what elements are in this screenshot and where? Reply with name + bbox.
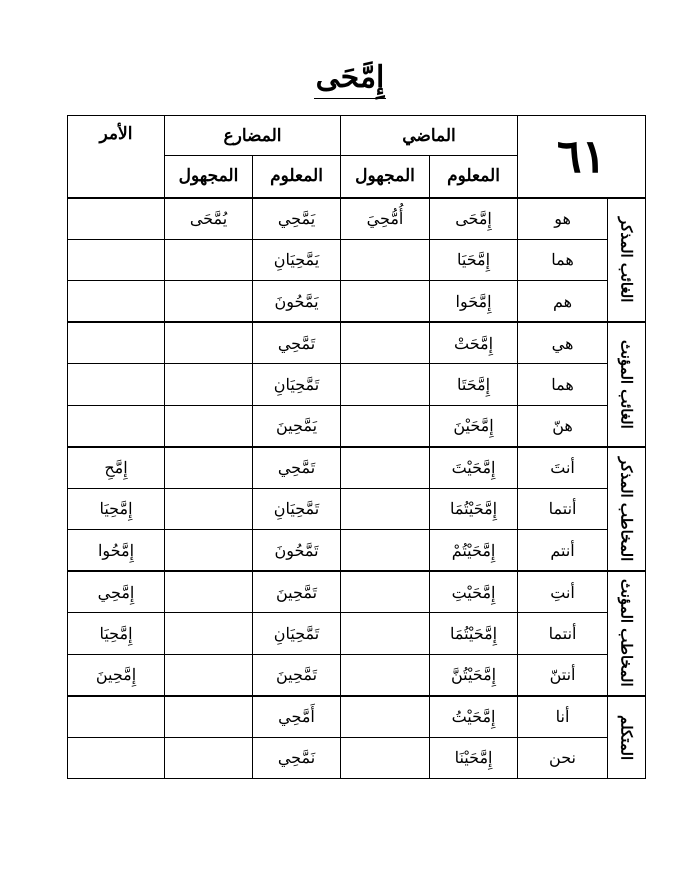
pronoun-cell: أنتَ xyxy=(518,447,608,489)
group-label: الغائب المؤنث xyxy=(617,339,636,429)
past-passive-cell xyxy=(341,239,430,281)
past-active-cell: إِمَّحَيْنَ xyxy=(430,405,518,447)
header-imperative: الأمر xyxy=(68,116,165,198)
past-passive-cell xyxy=(341,281,430,323)
conjugation-table xyxy=(67,115,646,779)
header-past: الماضي xyxy=(341,116,518,156)
present-active-cell: نَمَّحِي xyxy=(253,737,341,779)
present-active-cell: تَمَّحِيَانِ xyxy=(253,364,341,406)
imperative-cell: إِمَّحِيَا xyxy=(68,488,165,530)
past-passive-cell: أُمُّحِيَ xyxy=(341,198,430,240)
pronoun-cell: أنتم xyxy=(518,530,608,572)
past-active-cell: إِمَّحَى xyxy=(430,198,518,240)
group-label-cell xyxy=(608,322,646,447)
imperative-cell xyxy=(68,198,165,240)
header-present: المضارع xyxy=(165,116,341,156)
imperative-cell: إِمَّحُوا xyxy=(68,530,165,572)
pronoun-cell: أنتما xyxy=(518,488,608,530)
page-title xyxy=(0,58,700,99)
table-row xyxy=(68,364,646,406)
present-active-cell: أَمَّحِي xyxy=(253,696,341,738)
table-body xyxy=(68,116,646,779)
past-passive-cell xyxy=(341,737,430,779)
table-row xyxy=(68,198,646,240)
title-text: إِمَّحَى xyxy=(314,58,387,99)
past-active-cell: إِمَّحَيَا xyxy=(430,239,518,281)
imperative-cell xyxy=(68,281,165,323)
present-passive-cell xyxy=(165,281,253,323)
present-active-cell: يَمَّحِينَ xyxy=(253,405,341,447)
group-label: المخاطب المؤنث xyxy=(617,579,636,688)
past-active-cell: إِمَّحَيْتُمَا xyxy=(430,613,518,655)
group-label: المخاطب المذكر xyxy=(617,456,636,561)
pronoun-cell: هما xyxy=(518,364,608,406)
present-passive-cell xyxy=(165,447,253,489)
group-label-cell xyxy=(608,571,646,696)
past-passive-cell xyxy=(341,696,430,738)
past-active-cell: إِمَّحَيْتَ xyxy=(430,447,518,489)
present-active-cell: يَمَّحُونَ xyxy=(253,281,341,323)
past-passive-cell xyxy=(341,613,430,655)
past-active-cell: إِمَّحَتَا xyxy=(430,364,518,406)
header-row-1 xyxy=(68,116,646,156)
present-active-cell: تَمَّحُونَ xyxy=(253,530,341,572)
header-present-passive: المجهول xyxy=(165,156,253,198)
past-active-cell: إِمَّحَتْ xyxy=(430,322,518,364)
present-passive-cell: يُمَّحَى xyxy=(165,198,253,240)
present-passive-cell xyxy=(165,696,253,738)
group-label-cell xyxy=(608,198,646,323)
past-active-cell: إِمَّحَيْتُنَّ xyxy=(430,654,518,696)
table-row xyxy=(68,239,646,281)
table-row xyxy=(68,571,646,613)
present-passive-cell xyxy=(165,530,253,572)
table-row xyxy=(68,322,646,364)
pronoun-cell: هو xyxy=(518,198,608,240)
pronoun-cell: أنتِ xyxy=(518,571,608,613)
past-passive-cell xyxy=(341,488,430,530)
imperative-cell xyxy=(68,696,165,738)
imperative-cell xyxy=(68,737,165,779)
header-present-active: المعلوم xyxy=(253,156,341,198)
present-active-cell: تَمَّحِينَ xyxy=(253,571,341,613)
imperative-cell xyxy=(68,239,165,281)
present-active-cell: تَمَّحِيَانِ xyxy=(253,488,341,530)
present-active-cell: تَمَّحِي xyxy=(253,322,341,364)
imperative-cell xyxy=(68,364,165,406)
table-row xyxy=(68,488,646,530)
past-active-cell: إِمَّحَوا xyxy=(430,281,518,323)
imperative-cell: إِمَّحِيَا xyxy=(68,613,165,655)
pronoun-cell: هي xyxy=(518,322,608,364)
pronoun-cell: نحن xyxy=(518,737,608,779)
pronoun-cell: أنتنّ xyxy=(518,654,608,696)
group-label: المتكلم xyxy=(617,714,636,760)
table-row xyxy=(68,654,646,696)
imperative-cell: إِمَّحِينَ xyxy=(68,654,165,696)
present-passive-cell xyxy=(165,654,253,696)
past-active-cell: إِمَّحَيْتُ xyxy=(430,696,518,738)
present-passive-cell xyxy=(165,737,253,779)
present-active-cell: تَمَّحِينَ xyxy=(253,654,341,696)
past-passive-cell xyxy=(341,364,430,406)
past-active-cell: إِمَّحَيْتُمَا xyxy=(430,488,518,530)
table-row xyxy=(68,613,646,655)
past-passive-cell xyxy=(341,654,430,696)
table-row xyxy=(68,405,646,447)
imperative-cell xyxy=(68,322,165,364)
present-passive-cell xyxy=(165,322,253,364)
table-row xyxy=(68,447,646,489)
pronoun-cell: هم xyxy=(518,281,608,323)
present-passive-cell xyxy=(165,613,253,655)
present-active-cell: تَمَّحِيَانِ xyxy=(253,613,341,655)
past-passive-cell xyxy=(341,405,430,447)
past-active-cell: إِمَّحَيْنَا xyxy=(430,737,518,779)
group-label: الغائب المذكر xyxy=(617,217,636,303)
page-number: ٦١ xyxy=(518,116,646,198)
group-label-cell xyxy=(608,447,646,572)
past-active-cell: إِمَّحَيْتُمْ xyxy=(430,530,518,572)
past-active-cell: إِمَّحَيْتِ xyxy=(430,571,518,613)
table-row xyxy=(68,281,646,323)
present-passive-cell xyxy=(165,488,253,530)
past-passive-cell xyxy=(341,530,430,572)
present-active-cell: يَمَّحِيَانِ xyxy=(253,239,341,281)
present-passive-cell xyxy=(165,239,253,281)
past-passive-cell xyxy=(341,322,430,364)
present-passive-cell xyxy=(165,364,253,406)
table-row xyxy=(68,530,646,572)
imperative-cell xyxy=(68,405,165,447)
present-passive-cell xyxy=(165,571,253,613)
present-active-cell: يَمَّحِي xyxy=(253,198,341,240)
past-passive-cell xyxy=(341,447,430,489)
table-row xyxy=(68,696,646,738)
imperative-cell: إِمَّحِ xyxy=(68,447,165,489)
pronoun-cell: هنّ xyxy=(518,405,608,447)
imperative-cell: إِمَّحِي xyxy=(68,571,165,613)
pronoun-cell: هما xyxy=(518,239,608,281)
pronoun-cell: أنتما xyxy=(518,613,608,655)
header-past-passive: المجهول xyxy=(341,156,430,198)
present-passive-cell xyxy=(165,405,253,447)
pronoun-cell: أنا xyxy=(518,696,608,738)
present-active-cell: تَمَّحِي xyxy=(253,447,341,489)
header-past-active: المعلوم xyxy=(430,156,518,198)
table-row xyxy=(68,737,646,779)
group-label-cell xyxy=(608,696,646,779)
past-passive-cell xyxy=(341,571,430,613)
